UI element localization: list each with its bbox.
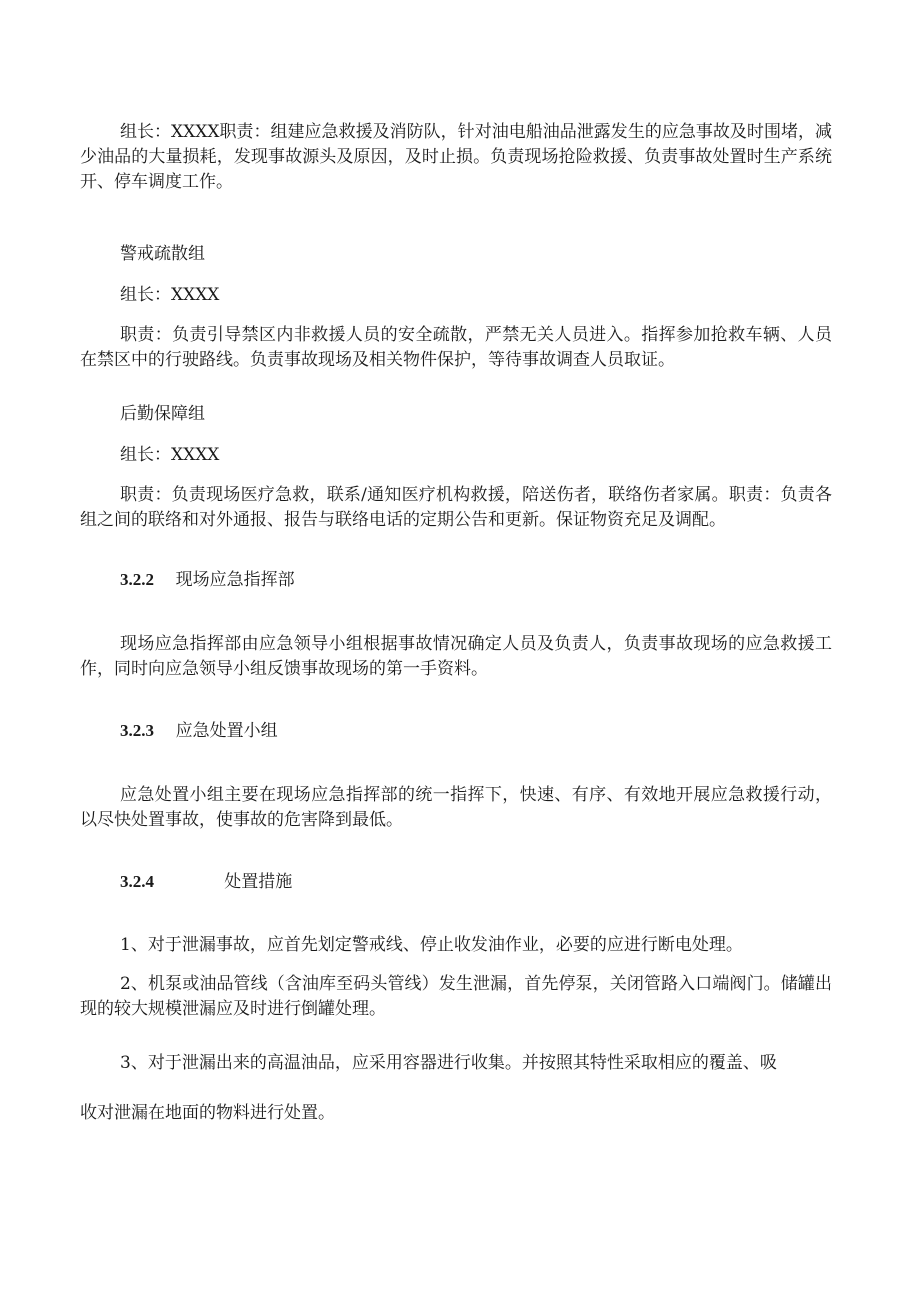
section-body-3-2-3: 应急处置小组主要在现场应急指挥部的统一指挥下，快速、有序、有效地开展应急救援行动，以尽快处置事故，使事故的危害降到最低。 <box>80 785 832 830</box>
section-heading-3-2-4 <box>120 869 872 895</box>
measure-item-3-continued: 收对泄漏在地面的物料进行处置。 <box>80 1103 335 1123</box>
measure-item-3: 3、对于泄漏出来的高温油品，应采用容器进行收集。并按照其特性采取相应的覆盖、吸 <box>120 1053 777 1073</box>
group-title-logistics: 后勤保障组 <box>120 404 205 424</box>
section-title: 处置措施 <box>224 872 293 892</box>
measure-item-1: 1、对于泄漏事故，应首先划定警戒线、停止收发油作业，必要的应进行断电处理。 <box>120 935 743 955</box>
group-title-evacuation: 警戒疏散组 <box>120 244 205 264</box>
evacuation-leader: 组长：XXXX <box>120 285 220 305</box>
section-title: 现场应急指挥部 <box>175 570 295 590</box>
section-number: 3.2.3 <box>120 721 154 740</box>
section-number: 3.2.4 <box>120 872 154 891</box>
section-body-3-2-2: 现场应急指挥部由应急领导小组根据事故情况确定人员及负责人，负责事故现场的应急救援工作，同时向应急领导小组反馈事故现场的第一手资料。 <box>80 634 832 679</box>
section-heading-3-2-2 <box>120 567 872 593</box>
measure-item-2: 2、机泵或油品管线（含油库至码头管线）发生泄漏，首先停泵，关闭管路入口端阀门。储罐出现的较大规模泄漏应及时进行倒罐处理。 <box>80 974 832 1019</box>
logistics-leader: 组长：XXXX <box>120 445 220 465</box>
section-title: 应急处置小组 <box>175 721 278 741</box>
evacuation-duty: 职责：负责引导禁区内非救援人员的安全疏散，严禁无关人员进入。指挥参加抢救车辆、人员在禁区中的行驶路线。负责事故现场及相关物件保护，等待事故调查人员取证。 <box>80 325 832 370</box>
logistics-duty: 职责：负责现场医疗急救，联系/通知医疗机构救援，陪送伤者，联络伤者家属。职责：负责各组之间的联络和对外通报、报告与联络电话的定期公告和更新。保证物资充足及调配。 <box>80 485 832 530</box>
section-number: 3.2.2 <box>120 570 154 589</box>
leader-duty-paragraph: 组长：XXXX职责：组建应急救援及消防队，针对油电船油品泄露发生的应急事故及时围堵，减少油品的大量损耗，发现事故源头及原因，及时止损。负责现场抢险救援、负责事故处置时生产系统开、停车调度工作。 <box>80 122 832 192</box>
section-heading-3-2-3 <box>120 718 872 744</box>
